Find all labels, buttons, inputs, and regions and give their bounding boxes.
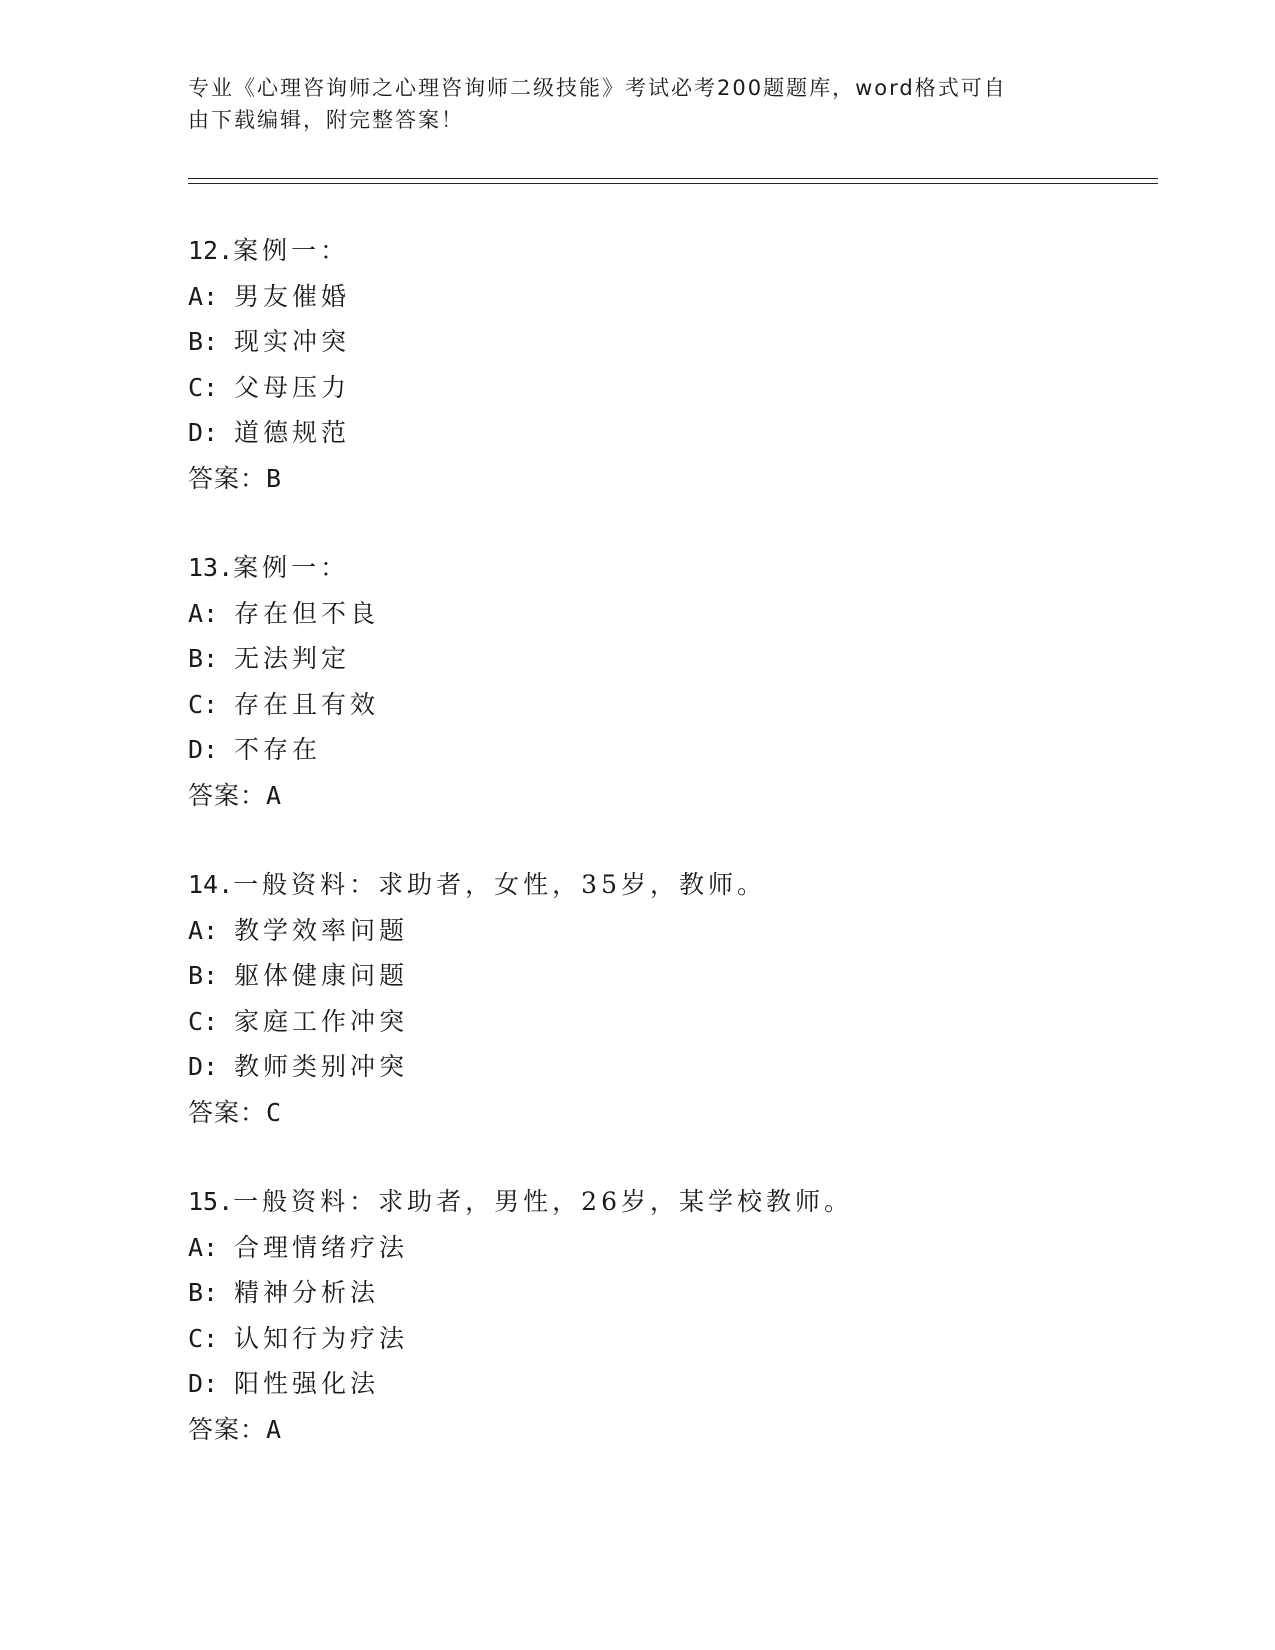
- option-label: B:: [188, 1278, 219, 1307]
- option-text: 教师类别冲突: [234, 1052, 409, 1081]
- option-b: [188, 319, 1088, 365]
- question-text: 一般资料：求助者，男性，26岁，某学校教师。: [233, 1187, 853, 1216]
- answer-value: A: [266, 780, 283, 810]
- option-text: 现实冲突: [234, 327, 351, 356]
- answer-line: [188, 773, 1088, 819]
- option-label: B:: [188, 327, 219, 356]
- question-stem: [188, 545, 1088, 591]
- option-label: D:: [188, 735, 219, 764]
- option-text: 躯体健康问题: [234, 961, 409, 990]
- question-number: 15.: [188, 1187, 234, 1216]
- option-label: C:: [188, 1323, 219, 1353]
- answer-line: [188, 1407, 1088, 1453]
- option-label: A:: [188, 1232, 219, 1262]
- question-text: 案例一：: [233, 553, 350, 582]
- option-text: 男友催婚: [234, 281, 351, 311]
- option-a: [188, 591, 1088, 637]
- option-d: [188, 1044, 1088, 1090]
- answer-value: C: [266, 1097, 283, 1127]
- option-d: [188, 1361, 1088, 1407]
- option-c: [188, 999, 1088, 1045]
- option-text: 存在但不良: [234, 598, 380, 628]
- option-label: C:: [188, 689, 219, 719]
- question-stem: [188, 228, 1088, 274]
- answer-label: 答案：: [188, 780, 267, 810]
- answer-label: 答案：: [188, 1097, 267, 1127]
- option-text: 精神分析法: [234, 1278, 380, 1307]
- option-a: [188, 274, 1088, 320]
- option-text: 合理情绪疗法: [234, 1232, 409, 1262]
- option-d: [188, 410, 1088, 456]
- option-label: A:: [188, 281, 219, 311]
- option-label: B:: [188, 644, 219, 673]
- option-text: 认知行为疗法: [234, 1323, 409, 1353]
- option-text: 家庭工作冲突: [234, 1006, 409, 1036]
- question-number: 12.: [188, 236, 234, 265]
- option-label: D:: [188, 418, 219, 447]
- header-divider-bottom: [188, 183, 1158, 184]
- answer-label: 答案：: [188, 1414, 267, 1444]
- question-text: 一般资料：求助者，女性，35岁，教师。: [233, 870, 766, 899]
- question-number: 13.: [188, 553, 234, 582]
- option-b: [188, 1270, 1088, 1316]
- question-stem: [188, 862, 1088, 908]
- question-14: [188, 862, 1088, 1136]
- option-c: [188, 682, 1088, 728]
- answer-line: [188, 1090, 1088, 1136]
- document-header: [188, 72, 1068, 136]
- question-text: 案例一：: [233, 236, 350, 265]
- option-c: [188, 1316, 1088, 1362]
- answer-value: A: [266, 1414, 283, 1444]
- option-text: 不存在: [234, 735, 322, 764]
- answer-value: B: [266, 463, 283, 493]
- option-label: B:: [188, 961, 219, 990]
- option-b: [188, 953, 1088, 999]
- answer-label: 答案：: [188, 463, 267, 493]
- option-text: 道德规范: [234, 418, 351, 447]
- option-label: D:: [188, 1052, 219, 1081]
- question-15: [188, 1179, 1088, 1453]
- header-line-1: 专业《心理咨询师之心理咨询师二级技能》考试必考200题题库，word格式可自: [188, 76, 1007, 100]
- option-label: C:: [188, 372, 219, 402]
- question-number: 14.: [188, 870, 234, 899]
- option-label: A:: [188, 598, 219, 628]
- question-12: [188, 228, 1088, 502]
- question-13: [188, 545, 1088, 819]
- option-text: 存在且有效: [234, 689, 380, 719]
- option-label: A:: [188, 915, 219, 945]
- option-a: [188, 1225, 1088, 1271]
- option-d: [188, 727, 1088, 773]
- option-a: [188, 908, 1088, 954]
- option-b: [188, 636, 1088, 682]
- option-text: 父母压力: [234, 372, 351, 402]
- option-text: 无法判定: [234, 644, 351, 673]
- option-label: C:: [188, 1006, 219, 1036]
- header-line-2: 由下载编辑，附完整答案！: [188, 108, 464, 132]
- option-label: D:: [188, 1369, 219, 1398]
- question-stem: [188, 1179, 1088, 1225]
- header-divider-top: [188, 178, 1158, 179]
- option-text: 阳性强化法: [234, 1369, 380, 1398]
- answer-line: [188, 456, 1088, 502]
- option-text: 教学效率问题: [234, 915, 409, 945]
- option-c: [188, 365, 1088, 411]
